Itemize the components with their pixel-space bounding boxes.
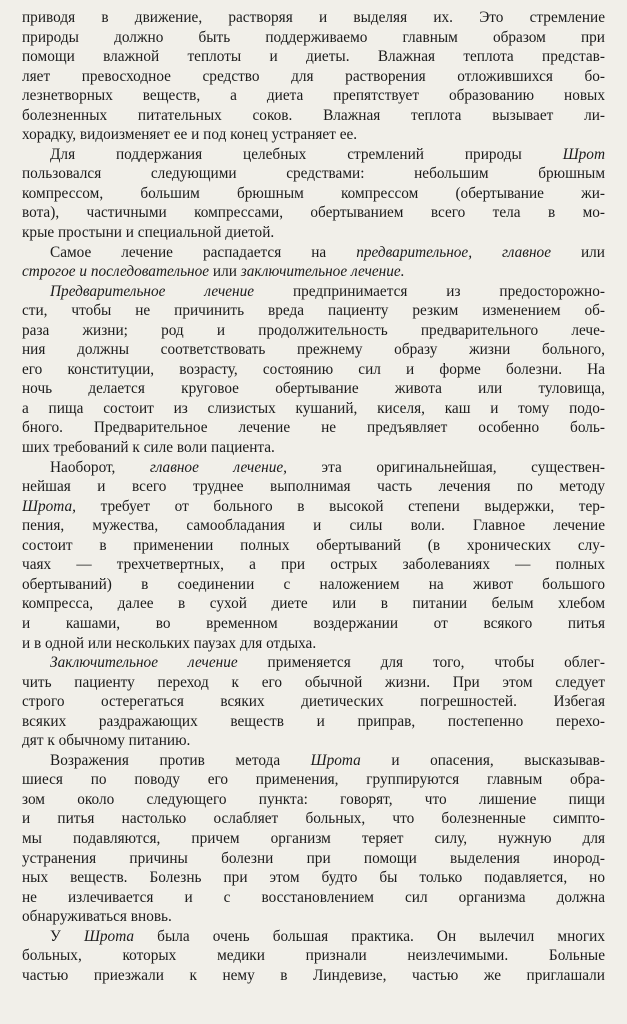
text-line [22,399,605,419]
text-segment: предпринимается из предосторожно- [254,282,605,300]
text-segment: мы подавляются, причем организм теряет силу, нужную для [22,829,605,847]
text-line [22,790,605,810]
italic-text: Заключительное лечение [50,654,238,672]
text-line [22,594,605,614]
text-segment: ночь делается круговое обертывание живота или туловища, [22,380,605,398]
text-segment: ших требований к силе воли пациента. [22,439,275,457]
italic-text: Шрота [83,927,135,945]
italic-text: Шрота, [22,497,76,515]
text-segment: Для поддержания целебных стремлений природы [50,145,563,163]
text-segment: компресса, далее в сухой диете или в питании белым хлебом [22,595,605,613]
italic-text: предварительное, главное [356,243,551,261]
text-line [22,106,605,126]
text-line [22,809,605,829]
text-line [22,203,605,223]
text-line [22,653,605,673]
text-segment: и кашами, во временном воздержании от всякого питья [22,614,605,632]
italic-text: заключительное лечение. [240,263,405,281]
italic-text: Предварительное лечение [50,282,255,300]
text-line [22,8,605,28]
text-line [22,673,605,693]
text-segment: всяких раздражающих веществ и приправ, постепенно перехо- [22,712,605,730]
text-segment: строго остерегаться всяких диетических погрешностей. Избегая [22,693,605,711]
text-line [22,379,605,399]
text-line [22,770,605,790]
text-line [22,301,605,321]
text-segment: ных веществ. Болезнь при этом будто бы только подавляется, но [22,869,605,887]
text-segment: болезненных питательных соков. Влажная теплота вызывает ли- [22,106,605,124]
text-segment: компрессом, большим брюшным компрессом (обертывание жи- [22,184,605,202]
text-line [22,516,605,536]
italic-text: главное лечение, [149,458,287,476]
text-segment: требует от больного в высокой степени выдержки, тер- [75,497,605,515]
text-segment: или [550,243,605,261]
text-segment: больных, которых медики признали неизлечимыми. Больные [22,947,605,965]
text-line [22,164,605,184]
text-segment: применяется для того, чтобы облег- [237,654,605,672]
text-segment: и в одной или нескольких паузах для отдыха. [22,634,317,652]
text-segment: устранения причины болезни при помощи выделения инород- [22,849,605,867]
text-segment: обертываний) в соединении с наложением на живот большого [22,575,605,593]
text-segment: обнаруживаться вновь. [22,908,172,926]
text-segment: его конституции, возрасту, состоянию сил и форме болезни. На [22,360,605,378]
text-line [22,223,605,243]
text-segment: нейшая и всего труднее выполнимая часть лечения по методу [22,478,605,496]
text-segment: шиеся по поводу его применения, группируются главным обра- [22,771,605,789]
text-line [22,614,605,634]
text-line [22,477,605,497]
text-line [22,458,605,478]
text-segment: состоит в применении полных обертываний (в хронических слу- [22,536,605,554]
text-line [22,47,605,67]
text-segment: или [209,263,241,281]
text-segment: помощи влажной теплоты и диеты. Влажная теплота представ- [22,48,605,66]
text-segment: пользовался следующими средствами: небольшим брюшным [22,165,605,183]
text-segment: хорадку, видоизменяет ее и под конец устраняет ее. [22,126,358,144]
text-line [22,282,605,302]
text-segment: пения, мужества, самообладания и силы воли. Главное лечение [22,517,605,535]
text-segment: Возражения против метода [50,751,311,769]
text-line [22,67,605,87]
text-segment: ляет превосходное средство для растворения отложившихся бо- [22,67,605,85]
text-line [22,751,605,771]
text-segment: и питья настолько ослабляет больных, что болезненные симпто- [22,810,605,828]
text-segment: эта оригинальнейшая, существен- [287,458,605,476]
text-line [22,555,605,575]
text-line [22,536,605,556]
text-segment: приводя в движение, растворяя и выделяя их. Это стремление [22,9,605,26]
text-segment: зом около следующего пункта: говорят, что лишение пищи [22,790,605,808]
text-segment: ния должны соответствовать прежнему образу жизни больного, [22,341,605,359]
text-line [22,360,605,380]
text-line [22,125,605,145]
text-segment: сти, чтобы не причинить вреда пациенту резким изменением об- [22,302,605,320]
text-segment: а пища состоит из слизистых кушаний, киселя, каш и тому подо- [22,399,605,417]
italic-text: строгое и последовательное [22,263,210,281]
text-line [22,497,605,517]
text-segment: чаях — трехчетвертных, а при острых заболеваниях — полных [22,556,605,574]
text-segment: крые простыни и специальной диетой. [22,224,275,242]
text-line [22,438,605,458]
text-line [22,28,605,48]
text-segment: природы должно быть поддерживаемо главным образом при [22,28,605,46]
text-line [22,262,605,282]
text-line [22,340,605,360]
text-line [22,849,605,869]
text-line [22,243,605,263]
text-line [22,829,605,849]
text-segment: частью приезжали к нему в Линдевизе, частью же приглашали [22,966,605,984]
text-segment: Самое лечение распадается на [50,243,357,261]
text-segment: Наоборот, [50,458,150,476]
text-line [22,927,605,947]
text-segment: раза жизни; род и продолжительность предварительного лече- [22,321,605,339]
text-line [22,321,605,341]
text-line [22,86,605,106]
text-line [22,184,605,204]
text-segment: вота), частичными компрессами, обертыванием всего тела в мо- [22,204,605,222]
text-line [22,966,605,986]
text-line [22,868,605,888]
text-line [22,692,605,712]
text-segment: лезнетворных веществ, а диета препятствует образованию новых [22,87,605,105]
text-line [22,145,605,165]
text-segment: У [50,927,84,945]
text-line [22,907,605,927]
text-segment: и опасения, высказывав- [360,751,605,769]
italic-text: Шрот [562,145,605,163]
text-line [22,731,605,751]
text-line [22,946,605,966]
text-segment: бного. Предварительное лечение не предъявляет особенно боль- [22,419,605,437]
text-line [22,418,605,438]
text-segment: дят к обычному питанию. [22,732,191,750]
text-segment: не излечивается и с восстановлением сил организма должна [22,888,605,906]
text-line [22,712,605,732]
text-segment: чить пациенту переход к его обычной жизни. При этом следует [22,673,605,691]
text-line [22,634,605,654]
text-line [22,575,605,595]
italic-text: Шрота [310,751,361,769]
text-line [22,888,605,908]
text-segment: была очень большая практика. Он вылечил многих [134,927,605,945]
